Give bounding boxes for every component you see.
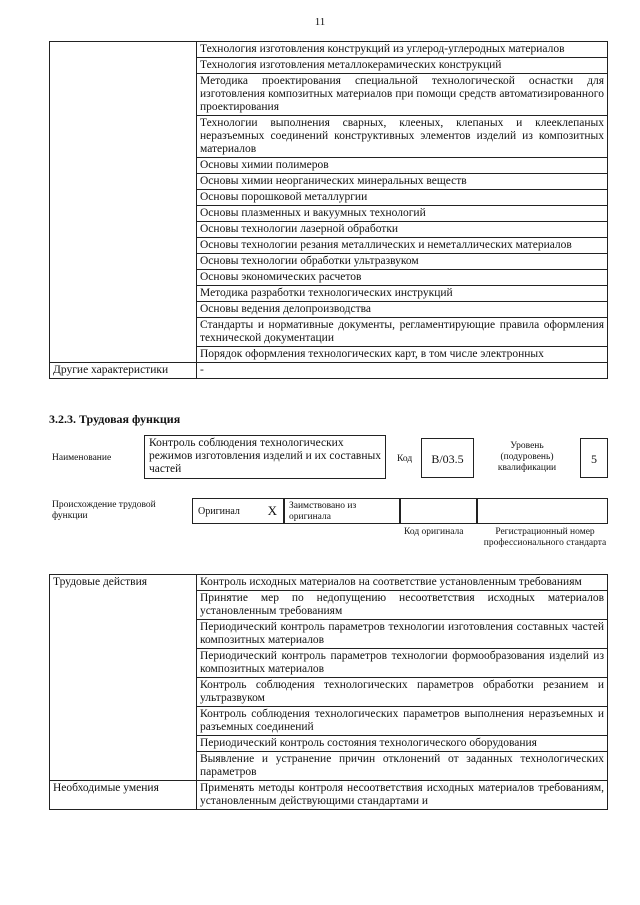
level-value-box: 5 <box>580 438 608 478</box>
knowledge-item: Основы химии полимеров <box>197 158 608 174</box>
skills-label: Необходимые умения <box>50 781 197 810</box>
table-row <box>50 42 608 58</box>
row-label-cell <box>50 42 197 363</box>
reg-number-box <box>477 498 608 524</box>
knowledge-item: Основы химии неорганических минеральных веществ <box>197 174 608 190</box>
section-title: 3.2.3. Трудовая функция <box>49 412 181 426</box>
page-number: 11 <box>314 16 326 28</box>
knowledge-item: Технология изготовления конструкций из углерод-углеродных материалов <box>197 42 608 58</box>
function-name-box: Контроль соблюдения технологических режимов изготовления изделий и их составных частей <box>144 435 386 479</box>
labor-action-item: Контроль исходных материалов на соответствие установленным требованиям <box>197 575 608 591</box>
labor-actions-table <box>49 574 608 810</box>
table-row <box>50 781 608 810</box>
knowledge-item: Основы технологии резания металлических и неметаллических материалов <box>197 238 608 254</box>
knowledge-item: Основы порошковой металлургии <box>197 190 608 206</box>
labor-action-item: Периодический контроль параметров технологии формообразования изделий из композитных материалов <box>197 649 608 678</box>
original-mark: X <box>267 503 277 518</box>
labor-action-item: Контроль соблюдения технологических параметров обработки резанием и ультразвуком <box>197 678 608 707</box>
actions-label: Трудовые действия <box>50 575 197 781</box>
labor-action-item: Периодический контроль параметров технологии изготовления составных частей композитных материалов <box>197 620 608 649</box>
level-label: Уровень (подуровень) квалификации <box>497 441 557 473</box>
original-box <box>192 498 284 524</box>
labor-action-item: Выявление и устранение причин отклонений от заданных технологических параметров <box>197 752 608 781</box>
function-code-box: В/03.5 <box>421 438 474 478</box>
knowledge-item: Основы технологии обработки ультразвуком <box>197 254 608 270</box>
knowledge-item: Порядок оформления технологических карт, в том числе электронных <box>197 347 608 363</box>
table-row <box>50 363 608 379</box>
knowledge-item: Основы экономических расчетов <box>197 270 608 286</box>
name-label: Наименование <box>52 453 112 463</box>
knowledge-table <box>49 41 608 379</box>
other-characteristics-value: - <box>197 363 608 379</box>
other-characteristics-label: Другие характеристики <box>50 363 197 379</box>
knowledge-item: Основы плазменных и вакуумных технологий <box>197 206 608 222</box>
knowledge-item: Основы ведения делопроизводства <box>197 302 608 318</box>
knowledge-item: Стандарты и нормативные документы, регламентирующие правила оформления технической документации <box>197 318 608 347</box>
labor-action-item: Контроль соблюдения технологических параметров выполнения неразъемных и разъемных соединений <box>197 707 608 736</box>
table-row <box>50 575 608 591</box>
code-original-label: Код оригинала <box>404 527 464 537</box>
labor-action-item: Принятие мер по недопущению несоответствия исходных материалов установленным требованиям <box>197 591 608 620</box>
knowledge-item: Основы технологии лазерной обработки <box>197 222 608 238</box>
reg-number-label: Регистрационный номер профессионального стандарта <box>483 527 607 548</box>
knowledge-item: Технологии выполнения сварных, клееных, клепаных и клееклепаных неразъемных соединений конструктивных элементов изделий из композитных материалов <box>197 116 608 158</box>
original-label: Оригинал <box>198 506 240 517</box>
borrowed-box: Заимствовано из оригинала <box>284 498 400 524</box>
code-label: Код <box>397 454 413 464</box>
labor-action-item: Периодический контроль состояния технологического оборудования <box>197 736 608 752</box>
knowledge-item: Методика проектирования специальной технологической оснастки для изготовления композитных материалов при помощи средств автоматизированного проектирования <box>197 74 608 116</box>
knowledge-item: Методика разработки технологических инструкций <box>197 286 608 302</box>
knowledge-item: Технология изготовления металлокерамических конструкций <box>197 58 608 74</box>
origin-label: Происхождение трудовой функции <box>52 500 156 521</box>
skill-item: Применять методы контроля несоответствия исходных материалов требованиям, установленным действующими стандартами и <box>197 781 608 810</box>
code-original-box <box>400 498 477 524</box>
